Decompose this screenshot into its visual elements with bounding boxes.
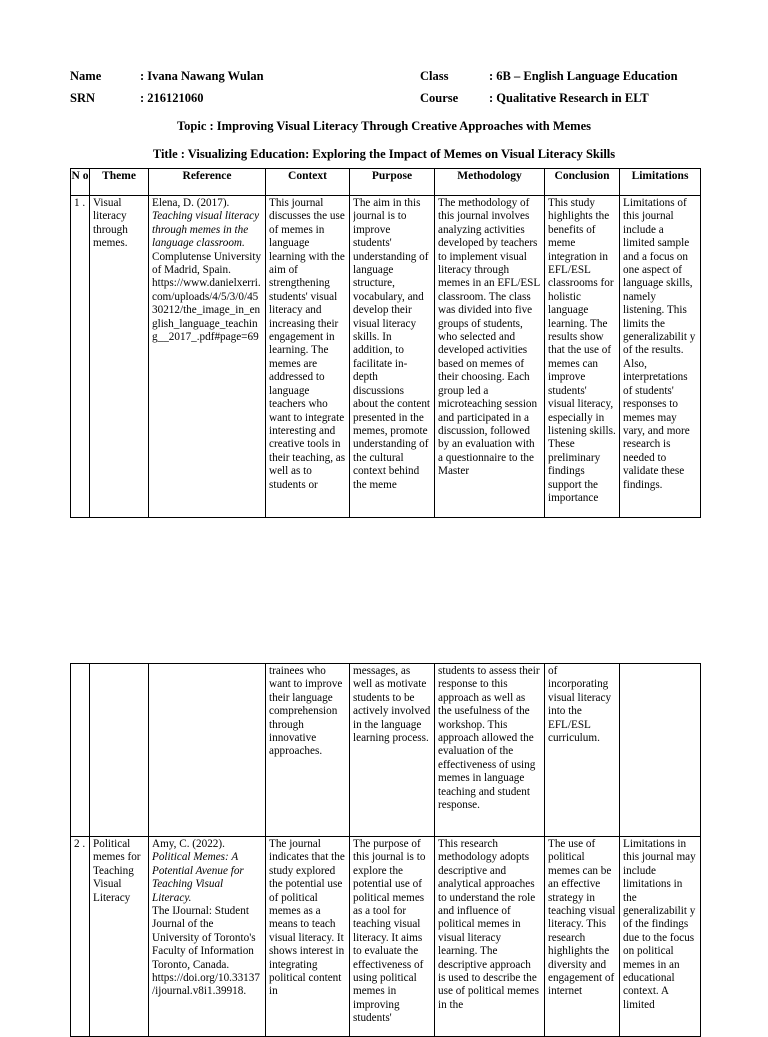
column-header-reference: Reference: [149, 169, 266, 196]
reference-title: Political Memes: A Potential Avenue for Teaching Visual Literacy.: [152, 851, 244, 904]
table-row: [71, 664, 701, 837]
reference-cell: [152, 197, 262, 517]
context-cell: The journal indicates that the study explored the potential use of political memes as a means to teach visual literacy. It shows interest in integrating political content in: [269, 838, 345, 998]
conclusion-cell: This study highlights the benefits of meme integration in EFL/ESL classrooms for holistic language learning. The results show that the use of memes can improve students' visual literacy, especially in listening skills. These preliminary findings support the importance: [548, 197, 616, 504]
topic-heading: Topic : Improving Visual Literacy Through Creative Approaches with Memes: [176, 119, 592, 133]
theme-cell: Political memes for Teaching Visual Literacy: [93, 838, 141, 904]
row-number: 2 .: [74, 838, 86, 850]
context-cell: This journal discusses the use of memes in language learning with the aim of strengthening students' visual literacy and increasing their engagement in learning. The memes are addressed to language teachers who want to integrate interesting and creative tools in their teaching, as well as to students or: [269, 197, 346, 491]
purpose-cell: The aim in this journal is to improve students' understanding of language structure, vocabulary, and develop their visual literacy skills. In addition, to facilitate in-depth discussions about the content presented in the memes, promote understanding of the cultural context behind the meme: [353, 197, 431, 491]
course-label: Course: [420, 91, 459, 105]
conclusion-cell: of incorporating visual literacy into the EFL/ESL curriculum.: [548, 665, 612, 745]
srn-label: SRN: [70, 91, 96, 105]
column-header-purpose: Purpose: [350, 169, 435, 196]
column-header-limitations: Limitations: [620, 169, 701, 196]
column-header-no: N o: [71, 169, 90, 196]
title-heading: Title : Visualizing Education: Exploring the Impact of Memes on Visual Literacy Skills: [152, 147, 616, 161]
column-header-methodology: Methodology: [435, 169, 545, 196]
reference-source: Complutense University of Madrid, Spain. https://www.danielxerri.com/uploads/4/5/3/0/4530212/the_image_in_english_language_teaching__2017_.pdf#page=69: [152, 250, 262, 344]
column-header-theme: Theme: [90, 169, 149, 196]
table-header-row: [71, 169, 701, 196]
methodology-cell: This research methodology adopts descriptive and analytical approaches to understand the role and influence of political memes in visual literacy learning. The descriptive approach is used to describe the use of political memes in the: [438, 838, 539, 1011]
reference-source: The IJournal: Student Journal of the University of Toronto's Faculty of Information Toronto, Canada. https://doi.org/10.33137/ijournal.v8i1.39918.: [152, 905, 260, 998]
literature-table-page-1: [70, 168, 701, 518]
methodology-cell: students to assess their response to this approach as well as the usefulness of the workshop. This approach allowed the evaluation of the effectiveness of using memes in language teaching and student response.: [438, 665, 540, 812]
reference-cell: [152, 838, 262, 1028]
theme-cell: Visual literacy through memes.: [93, 197, 128, 250]
class-value: : 6B – English Language Education: [489, 69, 678, 83]
table-row: [71, 837, 701, 1037]
column-header-conclusion: Conclusion: [545, 169, 620, 196]
reference-title: Teaching visual literacy through memes in the language classroom.: [152, 210, 260, 250]
reference-author: Elena, D. (2017).: [152, 197, 230, 209]
name-value: : Ivana Nawang Wulan: [140, 69, 264, 83]
conclusion-cell: The use of political memes can be an effective strategy in teaching visual literacy. This research highlights the diversity and engagement of internet: [548, 838, 616, 998]
limitations-cell: Limitations in this journal may include limitations in the generalizabilit y of the findings due to the focus on political memes in an educational context. A limited: [623, 838, 696, 1011]
purpose-cell: The purpose of this journal is to explore the potential use of political memes as a tool for teaching visual literacy. It aims to evaluate the effectiveness of using political memes in improving students': [353, 838, 426, 1025]
methodology-cell: The methodology of this journal involves analyzing activities developed by teachers to implement visual literacy through memes in an EFL/ESL classroom. The class was divided into five groups of students, who selected and developed activities based on memes of their choosing. Each group led a microteaching session and participated in a discussion, followed by an evaluation with a questionnaire to the Master: [438, 197, 540, 478]
class-label: Class: [420, 69, 449, 83]
course-value: : Qualitative Research in ELT: [489, 91, 649, 105]
row-number: 1 .: [74, 197, 86, 209]
purpose-cell: messages, as well as motivate students to be actively involved in the language learning process.: [353, 665, 431, 745]
literature-table-page-2: [70, 663, 701, 1037]
limitations-cell: Limitations of this journal include a limited sample and a focus on one aspect of language skills, namely listening. This limits the generalizabilit y of the results. Also, interpretations of students' responses to memes may vary, and more research is needed to validate these findings.: [623, 197, 696, 491]
table-row: [71, 196, 701, 518]
srn-value: : 216121060: [140, 91, 204, 105]
name-label: Name: [70, 69, 102, 83]
column-header-context: Context: [266, 169, 350, 196]
reference-author: Amy, C. (2022).: [152, 838, 225, 850]
context-cell: trainees who want to improve their language comprehension through innovative approaches.: [269, 665, 343, 758]
